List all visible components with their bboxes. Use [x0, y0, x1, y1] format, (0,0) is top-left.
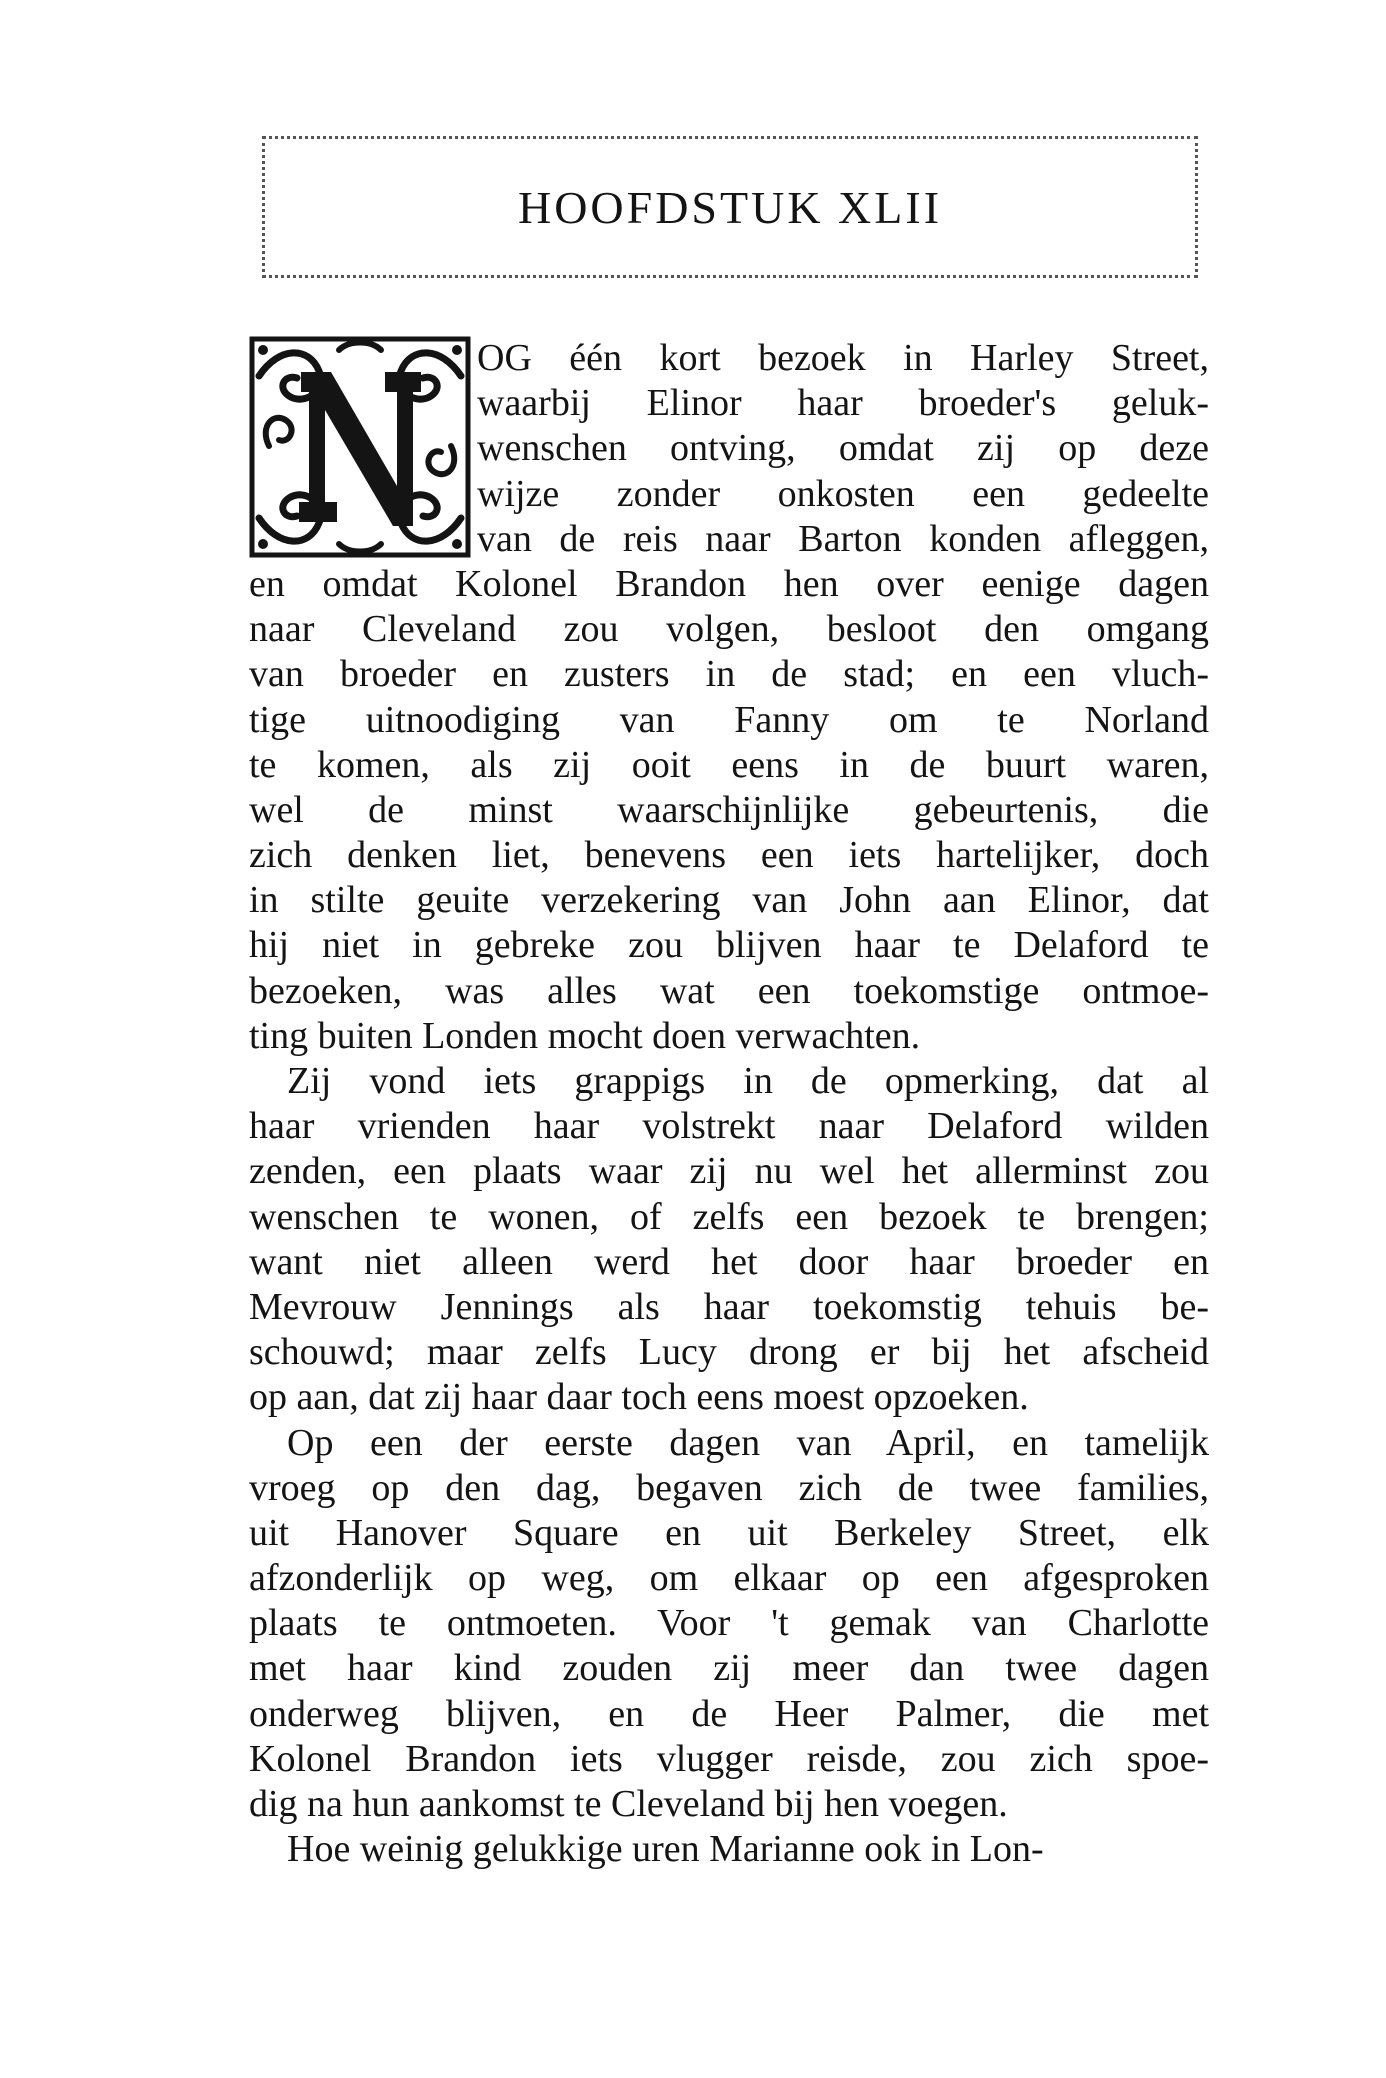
text-line: want niet alleen werd het door haar broeder en: [249, 1240, 1209, 1283]
text-line: Mevrouw Jennings als haar toekomstig tehuis be-: [249, 1285, 1209, 1328]
text-line: met haar kind zouden zij meer dan twee dagen: [249, 1647, 1209, 1690]
text-line: Op een der eerste dagen van April, en tamelijk: [287, 1421, 1209, 1464]
text-line: bezoeken, was alles wat een toekomstige ontmoe-: [249, 969, 1209, 1012]
text-line: afzonderlijk op weg, om elkaar op een afgesproken: [249, 1557, 1209, 1600]
text-line: Hoe weinig gelukkige uren Marianne ook in Lon-: [287, 1828, 1044, 1871]
text-line: zich denken liet, benevens een iets hartelijker, doch: [249, 834, 1209, 877]
text-line: wenschen te wonen, of zelfs een bezoek te brengen;: [249, 1195, 1209, 1238]
text-line: naar Cleveland zou volgen, besloot den omgang: [249, 608, 1209, 651]
text-line: Zij vond iets grappigs in de opmerking, dat al: [287, 1060, 1209, 1102]
text-line: op aan, dat zij haar daar toch eens moest opzoeken.: [249, 1376, 1029, 1419]
text-line: wel de minst waarschijnlijke gebeurtenis, die: [249, 788, 1209, 831]
text-line: van de reis naar Barton konden afleggen,: [477, 517, 1209, 560]
text-line: OG één kort bezoek in Harley Street,: [477, 337, 1209, 379]
text-line: uit Hanover Square en uit Berkeley Street, elk: [249, 1511, 1209, 1554]
drop-cap-ornament-icon: [249, 336, 471, 558]
text-line: van broeder en zusters in de stad; en een vluch-: [249, 653, 1209, 696]
text-line: Kolonel Brandon iets vlugger reisde, zou zich spoe-: [249, 1737, 1209, 1780]
chapter-heading-frame: [262, 136, 1198, 278]
text-line: wijze zonder onkosten een gedeelte: [477, 472, 1209, 515]
text-line: hij niet in gebreke zou blijven haar te Delaford te: [249, 924, 1209, 967]
text-line: vroeg op den dag, begaven zich de twee families,: [249, 1466, 1209, 1509]
text-line: haar vrienden haar volstrekt naar Delaford wilden: [249, 1105, 1209, 1148]
text-line: zenden, een plaats waar zij nu wel het allerminst zou: [249, 1150, 1209, 1193]
text-line: schouwd; maar zelfs Lucy drong er bij het afscheid: [249, 1331, 1209, 1374]
text-line: waarbij Elinor haar broeder's geluk-: [477, 382, 1209, 425]
text-line: in stilte geuite verzekering van John aan Elinor, dat: [249, 879, 1209, 922]
ornamental-drop-cap: [249, 336, 471, 558]
text-line: ting buiten Londen mocht doen verwachten.: [249, 1014, 921, 1057]
text-line: plaats te ontmoeten. Voor 't gemak van Charlotte: [249, 1602, 1209, 1645]
chapter-title: HOOFDSTUK XLII: [517, 181, 943, 233]
text-line: en omdat Kolonel Brandon hen over eenige dagen: [249, 562, 1209, 605]
text-line: tige uitnoodiging van Fanny om te Norland: [249, 698, 1209, 741]
text-line: wenschen ontving, omdat zij op deze: [477, 427, 1209, 470]
text-line: te komen, als zij ooit eens in de buurt waren,: [249, 743, 1209, 786]
text-line: onderweg blijven, en de Heer Palmer, die met: [249, 1692, 1209, 1735]
text-line: dig na hun aankomst te Cleveland bij hen voegen.: [249, 1783, 1008, 1825]
body-text: [249, 336, 1209, 1872]
